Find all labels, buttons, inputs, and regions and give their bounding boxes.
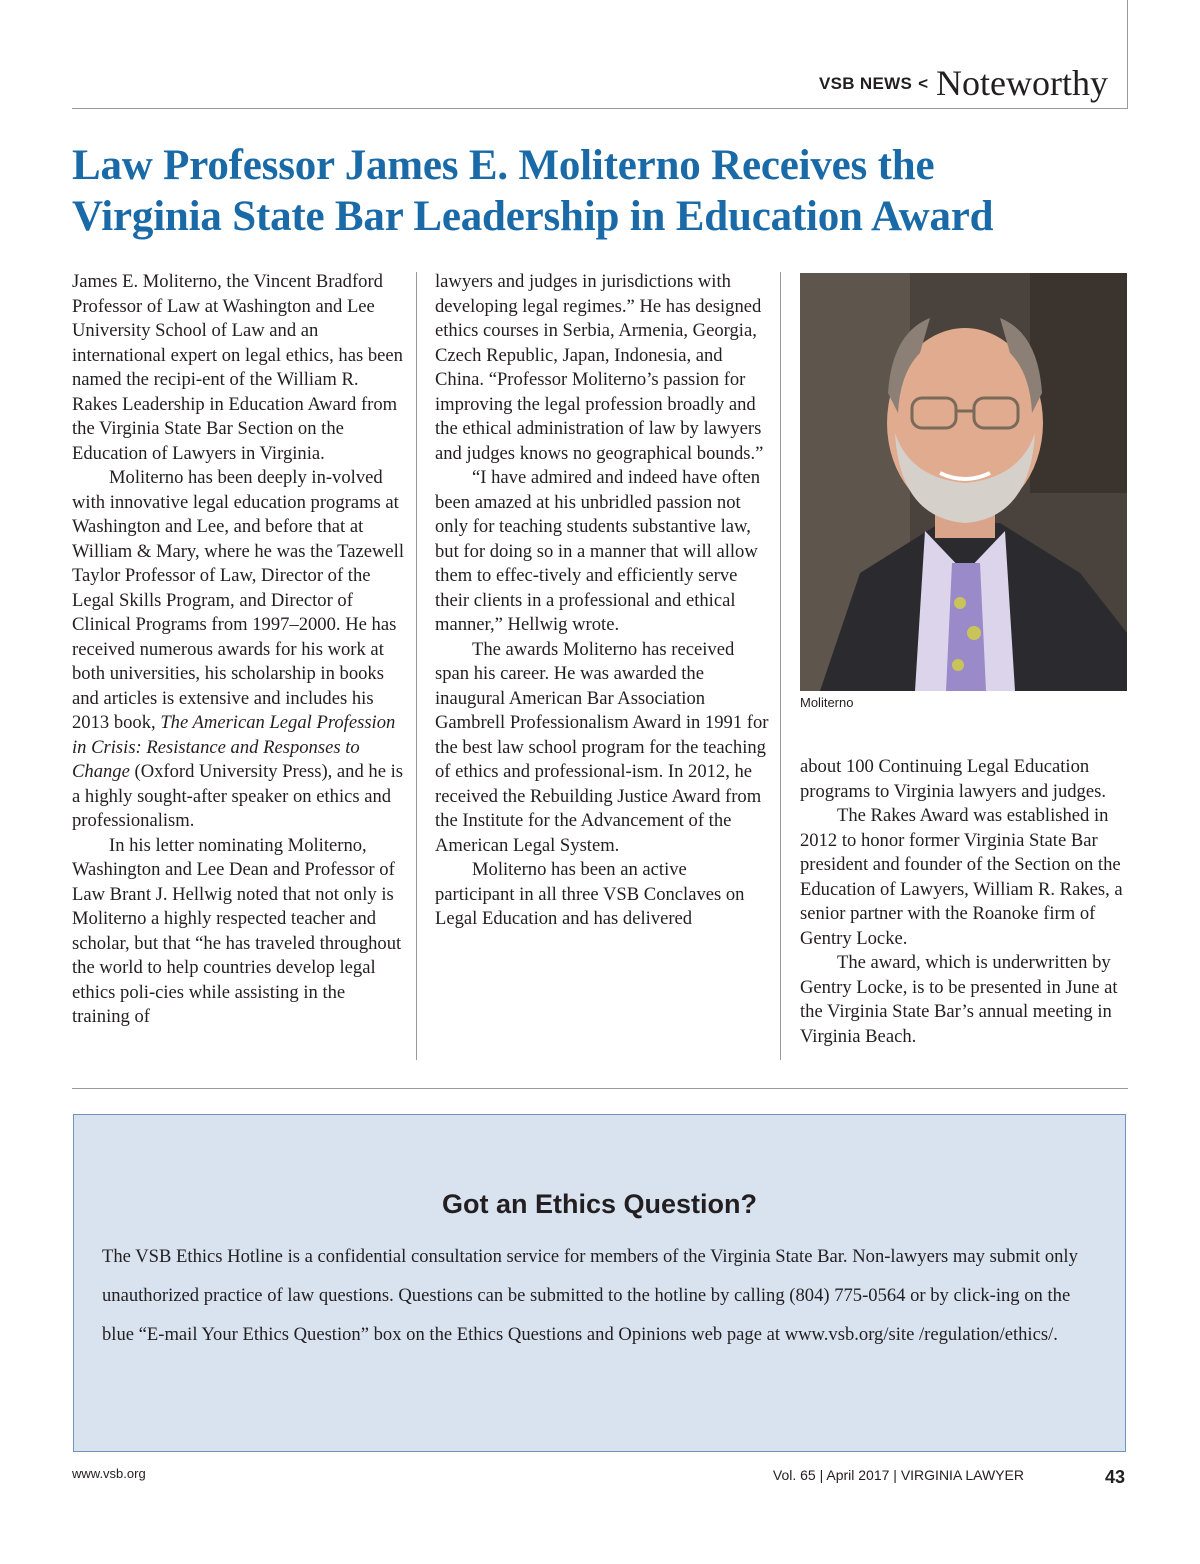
article-title-line-2: Virginia State Bar Leadership in Education Award — [72, 193, 994, 240]
article-column-1 — [72, 270, 407, 1030]
book-title: The American Legal Profession in Crisis: Resistance and Responses to Change — [72, 712, 396, 782]
article-bottom-rule — [72, 1088, 1128, 1089]
paragraph — [72, 466, 407, 834]
section-header — [819, 62, 1108, 104]
paragraph: Moliterno has been an active participant in all three VSB Conclaves on Legal Education and has delivered — [435, 859, 745, 929]
article-title — [72, 140, 1132, 242]
article-column-2 — [435, 270, 770, 932]
paragraph: The award, which is underwritten by Gentry Locke, is to be presented in June at the Virginia State Bar’s annual meeting in Virginia Beach. — [800, 952, 1118, 1047]
paragraph: about 100 Continuing Legal Education programs to Virginia lawyers and judges. — [800, 756, 1106, 802]
column-rule-2 — [780, 272, 781, 1060]
section-name: Noteworthy — [936, 63, 1108, 103]
footer-website: www.vsb.org — [72, 1466, 146, 1481]
portrait-photo — [800, 273, 1127, 691]
portrait-illustration — [800, 273, 1127, 691]
top-right-vertical-rule — [1127, 0, 1128, 108]
paragraph-text: (Oxford University Press), and he is a highly sought-after speaker on ethics and professionalism. — [72, 761, 404, 831]
paragraph: lawyers and judges in jurisdictions with developing legal regimes.” He has designed ethics courses in Serbia, Armenia, Georgia, Czech Republic, Japan, Indonesia, and China. “Professor Moliterno’s passion for improving the legal profession broadly and the ethical administration of law by lawyers and judges knows no geographical bounds.” — [435, 271, 764, 464]
footer-issue-info: Vol. 65 | April 2017 | VIRGINIA LAWYER — [772, 1467, 1024, 1483]
paragraph: “I have admired and indeed have often been amazed at his unbridled passion not only for teaching students substantive law, but for doing so in a manner that will allow them to effec-tively and efficiently serve their clients in a professional and ethical manner,” Hellwig wrote. — [435, 467, 761, 635]
ethics-box-body: The VSB Ethics Hotline is a confidential consultation service for members of the Virginia State Bar. Non-lawyers may submit only unauthorized practice of law questions. Questions can be submitted to the hotline by calling (804) 775-0564 or by click-ing on the blue “E-mail Your Ethics Question” box on the Ethics Questions and Opinions web page at www.vsb.org/site /regulation/ethics/. — [102, 1246, 1078, 1345]
paragraph: The awards Moliterno has received span his career. He was awarded the inaugural American Bar Association Gambrell Professionalism Award in 1991 for the best law school program for the teaching of ethics and professional-ism. In 2012, he received the Rebuilding Justice Award from the Institute for the Advancement of the American Legal System. — [435, 638, 769, 856]
ethics-question-box — [73, 1114, 1126, 1452]
column-rule-1 — [416, 272, 417, 1060]
photo-caption: Moliterno — [800, 695, 854, 710]
paragraph: The Rakes Award was established in 2012 to honor former Virginia State Bar president and founder of the Section on the Education of Lawyers, William R. Rakes, a senior partner with the Roanoke firm of Gentry Locke. — [800, 805, 1123, 949]
paragraph: In his letter nominating Moliterno, Washington and Lee Dean and Professor of Law Brant J. Hellwig noted that not only is Moliterno a highly respected teacher and scholar, but that “he has traveled throughout the world to help countries develop legal ethics poli-cies while assisting in the training of — [72, 834, 402, 1027]
paragraph: James E. Moliterno, the Vincent Bradford Professor of Law at Washington and Lee University School of Law and an international expert on legal ethics, has been named the recipi-ent of the William R. Rakes Leadership in Education Award from the Virginia State Bar Section on the Education of Lawyers in Virginia. — [72, 271, 403, 464]
paragraph-text: Moliterno has been deeply in-volved with innovative legal education programs at Washington and Lee, and before that at William & Mary, where he was the Tazewell Taylor Professor of Law, Director of the Legal Skills Program, and Director of Clinical Programs from 1997–2000. He has received numerous awards for his work at both universities, his scholarship in books and articles is extensive and includes his 2013 book, — [72, 467, 404, 733]
article-title-line-1: Law Professor James E. Moliterno Receives the — [72, 142, 935, 189]
section-separator: < — [918, 74, 929, 93]
article-column-3 — [800, 755, 1132, 1049]
section-label: VSB NEWS — [819, 74, 913, 93]
ethics-box-title: Got an Ethics Question? — [441, 1189, 758, 1219]
page-number: 43 — [1104, 1467, 1125, 1487]
header-rule — [72, 108, 1128, 109]
